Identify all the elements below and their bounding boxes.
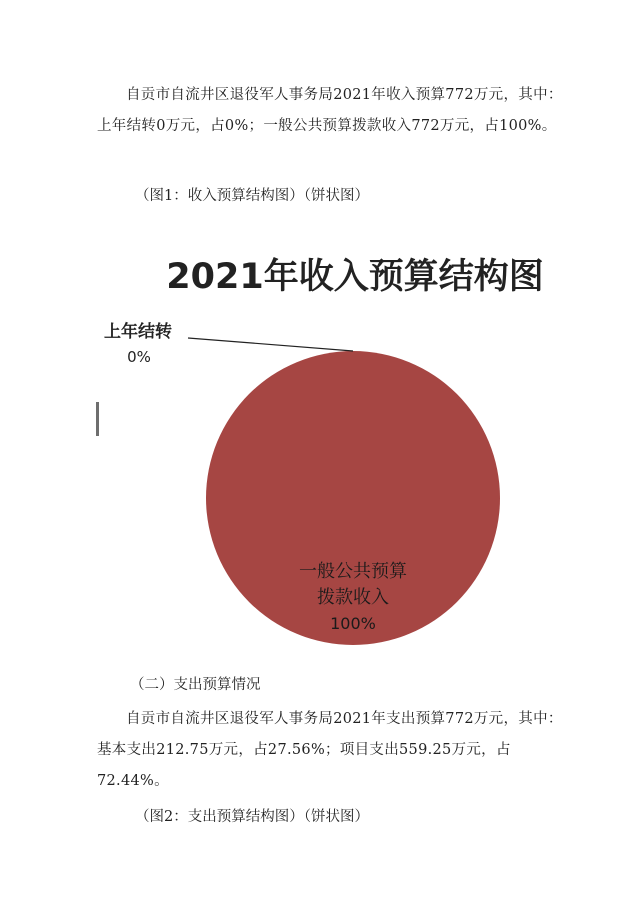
income-chart-caption: （图1：收入预算结构图）（饼状图） — [135, 188, 369, 204]
expenditure-chart-caption: （图2：支出预算结构图）（饼状图） — [135, 809, 369, 825]
chart-title: 2021年收入预算结构图 — [166, 257, 544, 297]
scan-artifact-mark — [96, 402, 99, 436]
expenditure-paragraph: 自贡市自流井区退役军人事务局2021年支出预算772万元，其中：基本支出212.75万元，占27.56%；项目支出559.25万元，占72.44%。 — [97, 711, 563, 789]
slice-percent-carryover: 0% — [127, 348, 151, 366]
expenditure-section-heading: （二）支出预算情况 — [130, 677, 261, 693]
slice-label-carryover: 上年结转 — [104, 322, 172, 342]
slice-percent-general-budget: 100% — [330, 614, 376, 633]
leader-line-carryover — [188, 338, 353, 351]
slice-label-general-budget-line2: 拨款收入 — [317, 587, 389, 608]
income-paragraph: 自贡市自流井区退役军人事务局2021年收入预算772万元，其中：上年结转0万元，占0%；一般公共预算拨款收入772万元，占100%。 — [97, 87, 563, 134]
slice-label-general-budget-line1: 一般公共预算 — [299, 561, 407, 582]
